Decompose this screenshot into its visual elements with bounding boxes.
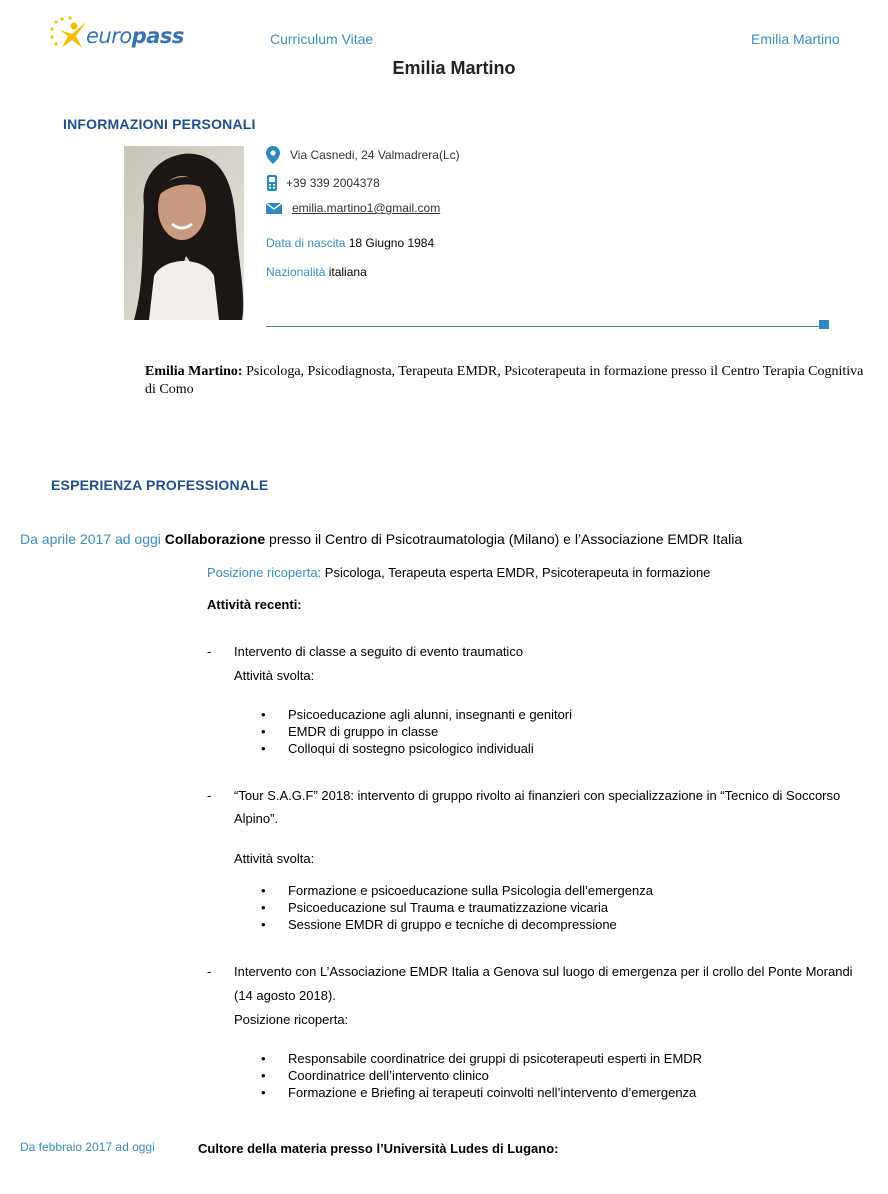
- dash-marker: -: [207, 644, 212, 659]
- entry-1-date: Da aprile 2017 ad oggi: [20, 531, 161, 547]
- mobile-phone-icon: [266, 175, 278, 191]
- experience-entry-1: [20, 531, 742, 547]
- entry-1-role-rest: presso il Centro di Psicotraumatologia (Milano) e l’Associazione EMDR Italia: [265, 531, 743, 547]
- list-item: • Responsabile coordinatrice dei gruppi di psicoterapeuti esperti in EMDR: [288, 1050, 702, 1067]
- list-item: • Colloqui di sostegno psicologico individuali: [288, 740, 572, 757]
- list-item: • Coordinatrice dell’intervento clinico: [288, 1067, 702, 1084]
- activity-2-title-line2: Alpino”.: [234, 811, 279, 826]
- nationality-value: italiana: [328, 265, 367, 279]
- birth-label: Data di nascita: [266, 236, 346, 250]
- entry-2-role: Cultore della materia presso l’Università Ludes di Lugano:: [198, 1141, 559, 1156]
- portrait-image-icon: [124, 146, 244, 320]
- activity-3-sublabel: Posizione ricoperta:: [234, 1012, 349, 1027]
- phone-row: [266, 175, 380, 191]
- list-item: • Psicoeducazione agli alunni, insegnanti e genitori: [288, 706, 572, 723]
- position-label: Posizione ricoperta:: [207, 565, 322, 580]
- address-text: Via Casnedi, 24 Valmadrera(Lc): [290, 148, 460, 162]
- birth-value: 18 Giugno 1984: [348, 236, 435, 250]
- activity-3-title-line2: (14 agosto 2018).: [234, 988, 336, 1003]
- recent-activities-label: Attività recenti:: [207, 597, 302, 612]
- position-value: Psicologa, Terapeuta esperta EMDR, Psicoterapeuta in formazione: [321, 565, 711, 580]
- section-divider: [266, 326, 821, 327]
- summary-description: Psicologa, Psicodiagnosta, Terapeuta EMDR, Psicoterapeuta in formazione presso il Centro Terapia Cognitiva di Como: [145, 364, 864, 397]
- page-title: Emilia Martino: [392, 58, 516, 78]
- activity-3-list: [288, 1050, 702, 1101]
- nationality-label: Nazionalità: [266, 265, 326, 279]
- address-row: [266, 146, 460, 164]
- europass-logo-icon: [48, 14, 90, 54]
- summary-text: [145, 363, 870, 399]
- phone-text: +39 339 2004378: [286, 176, 380, 190]
- list-item: • Sessione EMDR di gruppo e tecniche di decompressione: [288, 916, 653, 933]
- list-item: • Formazione e psicoeducazione sulla Psicologia dell’emergenza: [288, 882, 653, 899]
- list-item: • Psicoeducazione sul Trauma e traumatizzazione vicaria: [288, 899, 653, 916]
- list-item: • EMDR di gruppo in classe: [288, 723, 572, 740]
- divider-end-square: [819, 320, 829, 329]
- section-title-experience: ESPERIENZA PROFESSIONALE: [51, 477, 269, 493]
- header-name: Emilia Martino: [751, 31, 840, 47]
- activity-1-sublabel: Attività svolta:: [234, 668, 315, 683]
- email-row: [266, 201, 440, 215]
- profile-photo: [124, 146, 244, 320]
- dash-marker: -: [207, 788, 212, 803]
- nationality: [266, 265, 367, 279]
- email-link[interactable]: emilia.martino1@gmail.com: [292, 201, 441, 215]
- activity-1-title: Intervento di classe a seguito di evento traumatico: [234, 644, 524, 659]
- europass-logo-text: europass: [86, 24, 184, 48]
- activity-2-sublabel: Attività svolta:: [234, 851, 315, 866]
- entry-1-role-bold: Collaborazione: [164, 531, 266, 547]
- envelope-icon: [266, 203, 282, 214]
- summary-name: Emilia Martino:: [145, 364, 243, 379]
- activity-3-title-line1: Intervento con L’Associazione EMDR Italia a Genova sul luogo di emergenza per il crollo del Ponte Morandi: [234, 964, 853, 979]
- location-pin-icon: [266, 146, 280, 164]
- activity-2-title-line1: “Tour S.A.G.F” 2018: intervento di gruppo rivolto ai finanzieri con specializzazione in “Tecnico di Soccorso: [234, 788, 841, 803]
- birth-date: [266, 236, 434, 250]
- section-title-personal: INFORMAZIONI PERSONALI: [63, 116, 256, 132]
- entry-2-date: Da febbraio 2017 ad oggi: [20, 1140, 155, 1154]
- activity-1-list: [288, 706, 572, 757]
- dash-marker: -: [207, 964, 212, 979]
- list-item: • Formazione e Briefing ai terapeuti coinvolti nell’intervento d’emergenza: [288, 1084, 702, 1101]
- doc-label: Curriculum Vitae: [270, 31, 374, 47]
- activity-2-list: [288, 882, 653, 933]
- position-held: [207, 565, 710, 580]
